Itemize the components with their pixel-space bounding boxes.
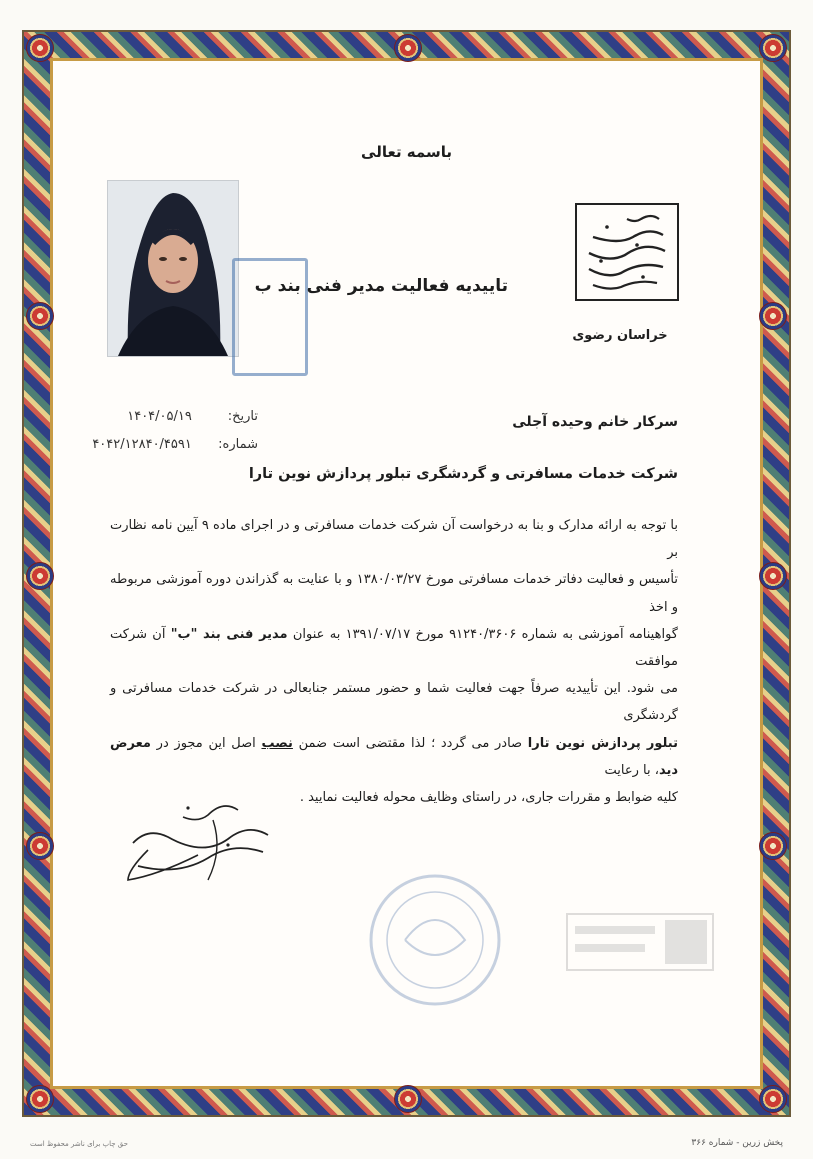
- date-row: [127, 409, 258, 424]
- body-line: تبلور پردازش نوین تارا صادر می گردد ؛ لذا مقتضی است ضمن نصب اصل این مجوز در معرض دید، با رعایت: [110, 735, 678, 778]
- body-line: تأسیس و فعالیت دفاتر خدمات مسافرتی مورخ ۱۳۸۰/۰۳/۲۷ و با عنایت به گذراندن دوره آموزشی مربوطه و اخذ: [110, 572, 678, 615]
- date-value: ۱۴۰۴/۰۵/۱۹: [127, 409, 192, 424]
- body-line: کلیه ضوابط و مقررات جاری، در راستای وظایف محوله فعالیت نمایید .: [299, 790, 678, 806]
- invocation-heading: باسمه تعالی: [361, 143, 452, 161]
- person-portrait-icon: [108, 181, 238, 356]
- number-label: شماره:: [218, 437, 258, 452]
- footer-copyright: حق چاپ برای ناشر محفوظ است: [30, 1140, 128, 1148]
- technical-manager-role: مدیر فنی بند "ب": [170, 626, 288, 642]
- date-label: تاریخ:: [227, 409, 258, 424]
- portrait-photo: [107, 180, 239, 357]
- addressee: سرکار خانم وحیده آجلی: [512, 414, 678, 430]
- number-value: ۴۰۴۲/۱۲۸۴۰/۴۵۹۱: [92, 437, 192, 452]
- company-name: شرکت خدمات مسافرتی و گردشگری تبلور پردازش نوین تارا: [248, 466, 678, 482]
- ministry-calligraphy-icon: [577, 205, 677, 299]
- body-line: گواهینامه آموزشی به شماره ۹۱۲۴۰/۳۶۰۶ مورخ ۱۳۹۱/۰۷/۱۷ به عنوان مدیر فنی بند "ب" آن شرکت موافقت: [110, 626, 678, 670]
- install-word: نصب: [261, 735, 293, 751]
- document-title: تاییدیه فعالیت مدیر فنی بند ب: [254, 276, 508, 296]
- province-name: خراسان رضوی: [572, 328, 668, 343]
- footer-publisher: پخش زرین - شماره ۳۶۶: [691, 1138, 783, 1148]
- faint-seal: [355, 870, 515, 1010]
- signature-icon: [118, 790, 278, 890]
- number-row: [92, 437, 258, 452]
- body-text: [110, 512, 678, 811]
- body-line: با توجه به ارائه مدارک و بنا به درخواست آن شرکت خدمات مسافرتی و در اجرای ماده ۹ آیین نامه نظارت بر: [110, 518, 679, 561]
- seal-icon: [355, 870, 515, 1010]
- stamp-icon: [565, 912, 715, 972]
- faint-stamp: [565, 912, 715, 972]
- company-name-inline: تبلور پردازش نوین تارا: [527, 735, 678, 751]
- body-line: می شود. این تأییدیه صرفاً جهت فعالیت شما و حضور مستمر جنابعالی در شرکت خدمات مسافرتی و گردشگری: [110, 681, 678, 724]
- public-view-phrase: معرض دید: [110, 735, 678, 778]
- handwritten-signature: [118, 790, 278, 890]
- ministry-logo: [575, 203, 679, 301]
